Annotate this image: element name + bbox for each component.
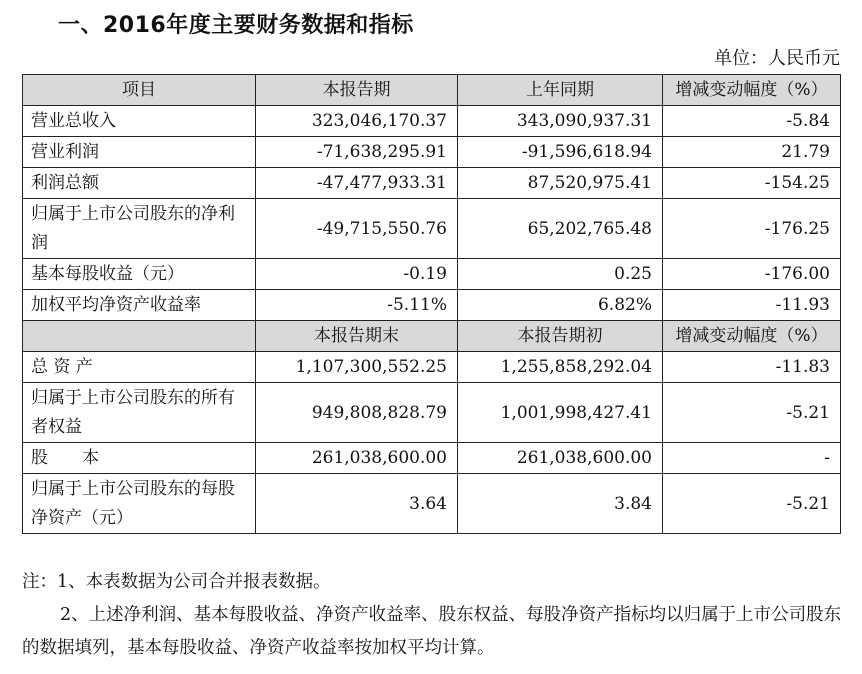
row-value-period-start: 261,038,600.00 [458, 443, 663, 474]
row-value-prior: -91,596,618.94 [458, 137, 663, 168]
row-label: 归属于上市公司股东的每股净资产（元） [23, 474, 256, 534]
row-value-change: -5.84 [663, 106, 841, 137]
financial-data-table [22, 74, 841, 534]
note-2: 2、上述净利润、基本每股收益、净资产收益率、股东权益、每股净资产指标均以归属于上市公司股东的数据填列，基本每股收益、净资产收益率按加权平均计算。 [22, 605, 842, 658]
row-value-period-end: 1,107,300,552.25 [256, 352, 458, 383]
row-value-change: - [663, 443, 841, 474]
subheader-cell-period-start: 本报告期初 [458, 321, 663, 352]
row-label: 加权平均净资产收益率 [23, 290, 256, 321]
row-value-current: -47,477,933.31 [256, 168, 458, 199]
subheader-cell-change: 增减变动幅度（%） [663, 321, 841, 352]
table-row [23, 352, 841, 383]
row-value-current: -71,638,295.91 [256, 137, 458, 168]
row-value-prior: 0.25 [458, 259, 663, 290]
table-row [23, 259, 841, 290]
row-value-change: -176.25 [663, 199, 841, 259]
row-value-prior: 6.82% [458, 290, 663, 321]
header-cell-current-period: 本报告期 [256, 75, 458, 106]
row-value-period-end: 949,808,828.79 [256, 383, 458, 443]
row-value-prior: 343,090,937.31 [458, 106, 663, 137]
row-value-prior: 65,202,765.48 [458, 199, 663, 259]
table-row [23, 290, 841, 321]
table-row [23, 106, 841, 137]
row-value-change: -5.21 [663, 383, 841, 443]
header-cell-prior-period: 上年同期 [458, 75, 663, 106]
table-row [23, 137, 841, 168]
table-header-row [23, 75, 841, 106]
row-label: 基本每股收益（元） [23, 259, 256, 290]
row-value-period-end: 3.64 [256, 474, 458, 534]
note-1: 注：1、本表数据为公司合并报表数据。 [22, 572, 331, 592]
header-cell-item: 项目 [23, 75, 256, 106]
subheader-cell-period-end: 本报告期末 [256, 321, 458, 352]
row-value-change: -11.83 [663, 352, 841, 383]
table-row [23, 474, 841, 534]
row-label: 利润总额 [23, 168, 256, 199]
row-value-period-start: 1,255,858,292.04 [458, 352, 663, 383]
row-label: 营业总收入 [23, 106, 256, 137]
row-value-period-start: 1,001,998,427.41 [458, 383, 663, 443]
table-notes [22, 566, 842, 665]
row-value-change: -176.00 [663, 259, 841, 290]
table-row [23, 199, 841, 259]
row-value-current: -5.11% [256, 290, 458, 321]
row-value-current: -0.19 [256, 259, 458, 290]
row-value-period-start: 3.84 [458, 474, 663, 534]
subheader-cell-empty [23, 321, 256, 352]
row-label: 总 资 产 [23, 352, 256, 383]
row-value-change: -5.21 [663, 474, 841, 534]
row-value-current: -49,715,550.76 [256, 199, 458, 259]
row-value-period-end: 261,038,600.00 [256, 443, 458, 474]
row-label: 营业利润 [23, 137, 256, 168]
row-label: 归属于上市公司股东的所有者权益 [23, 383, 256, 443]
row-value-change: -154.25 [663, 168, 841, 199]
row-value-change: -11.93 [663, 290, 841, 321]
header-cell-change: 增减变动幅度（%） [663, 75, 841, 106]
row-value-prior: 87,520,975.41 [458, 168, 663, 199]
section-title: 一、2016年度主要财务数据和指标 [58, 13, 414, 38]
table-row [23, 168, 841, 199]
table-row [23, 383, 841, 443]
currency-unit: 单位：人民币元 [714, 48, 840, 69]
row-value-current: 323,046,170.37 [256, 106, 458, 137]
row-label: 股 本 [23, 443, 256, 474]
table-row [23, 443, 841, 474]
row-value-change: 21.79 [663, 137, 841, 168]
table-subheader-row [23, 321, 841, 352]
row-label: 归属于上市公司股东的净利润 [23, 199, 256, 259]
